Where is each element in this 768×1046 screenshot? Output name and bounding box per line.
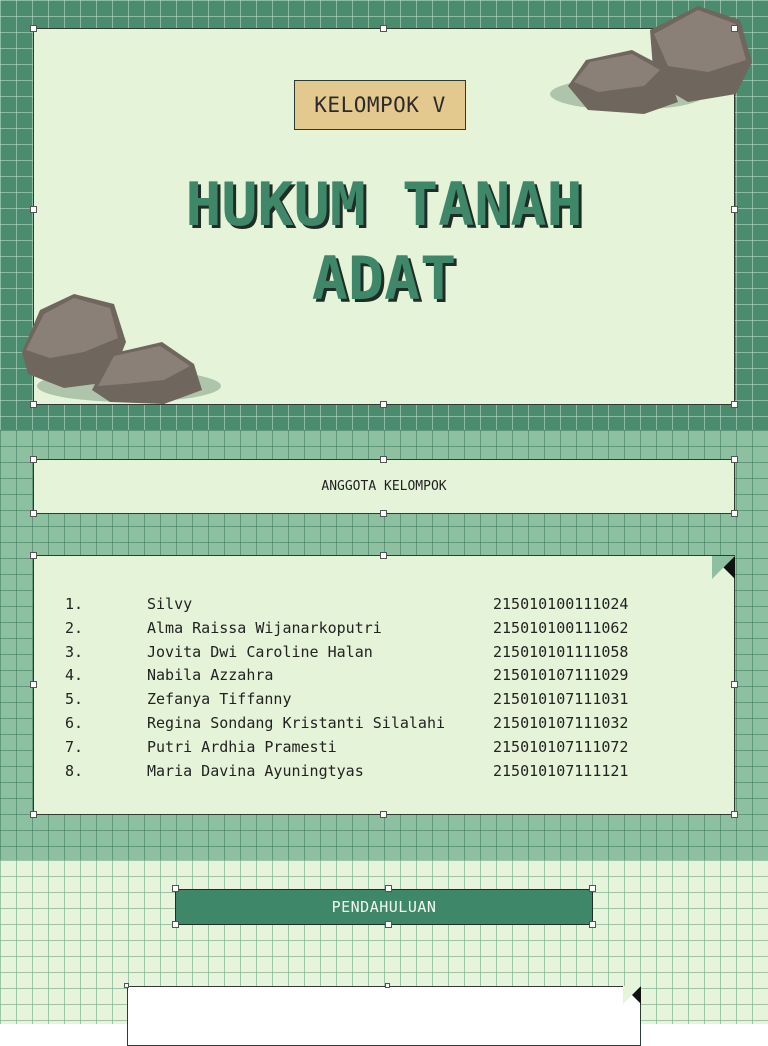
resize-handle[interactable] — [731, 681, 738, 688]
member-number: 7. — [65, 737, 84, 756]
member-name: Putri Ardhia Pramesti — [147, 737, 337, 756]
member-number: 3. — [65, 642, 84, 661]
members-list-card[interactable] — [33, 555, 735, 815]
member-number: 8. — [65, 761, 84, 780]
member-name: Zefanya Tiffanny — [147, 690, 292, 709]
member-nim: 215010100111062 — [493, 618, 629, 637]
resize-handle[interactable] — [385, 983, 390, 988]
resize-handle[interactable] — [731, 25, 738, 32]
member-name: Nabila Azzahra — [147, 666, 274, 685]
resize-handle[interactable] — [30, 401, 37, 408]
member-name: Regina Sondang Kristanti Silalahi — [147, 714, 446, 732]
members-heading: ANGGOTA KELOMPOK — [321, 479, 447, 494]
next-content-card[interactable] — [127, 986, 641, 1046]
member-name: Alma Raissa Wijanarkoputri — [147, 618, 382, 637]
resize-handle[interactable] — [380, 401, 387, 408]
group-badge: KELOMPOK V — [294, 80, 466, 130]
member-number: 6. — [65, 714, 84, 732]
resize-handle[interactable] — [30, 552, 37, 559]
resize-handle[interactable] — [380, 552, 387, 559]
resize-handle[interactable] — [380, 811, 387, 818]
member-nim: 215010107111072 — [493, 737, 629, 756]
resize-handle[interactable] — [385, 921, 392, 928]
page-fold-corner-back — [712, 556, 735, 579]
member-nim: 215010101111058 — [493, 642, 629, 661]
resize-handle[interactable] — [30, 206, 37, 213]
member-number: 4. — [65, 666, 84, 685]
member-number: 5. — [65, 690, 84, 709]
member-nim: 215010100111024 — [493, 595, 629, 613]
member-nim: 215010107111031 — [493, 690, 629, 709]
resize-handle[interactable] — [380, 25, 387, 32]
resize-handle[interactable] — [380, 456, 387, 463]
member-number: 1. — [65, 595, 84, 613]
resize-handle[interactable] — [380, 510, 387, 517]
resize-handle[interactable] — [30, 681, 37, 688]
page-title-line-2: ADAT — [311, 244, 457, 314]
resize-handle[interactable] — [731, 510, 738, 517]
pendahuluan-button[interactable]: PENDAHULUAN — [175, 889, 593, 925]
resize-handle[interactable] — [589, 921, 596, 928]
member-name: Silvy — [147, 595, 193, 613]
rocks-top-right-illustration — [548, 2, 758, 122]
resize-handle[interactable] — [30, 456, 37, 463]
member-nim: 215010107111032 — [493, 714, 629, 732]
page-title-line-1: HUKUM TANAH — [185, 170, 583, 240]
resize-handle[interactable] — [30, 510, 37, 517]
member-number: 2. — [65, 618, 84, 637]
members-heading-box[interactable] — [33, 459, 735, 514]
resize-handle[interactable] — [172, 921, 179, 928]
member-nim: 215010107111121 — [493, 761, 629, 780]
resize-handle[interactable] — [731, 401, 738, 408]
resize-handle[interactable] — [30, 25, 37, 32]
page-fold-corner-back — [623, 986, 641, 1004]
resize-handle[interactable] — [30, 811, 37, 818]
member-nim: 215010107111029 — [493, 666, 629, 685]
member-name: Jovita Dwi Caroline Halan — [147, 642, 373, 661]
resize-handle[interactable] — [731, 456, 738, 463]
resize-handle[interactable] — [172, 885, 179, 892]
resize-handle[interactable] — [731, 206, 738, 213]
resize-handle[interactable] — [385, 885, 392, 892]
resize-handle[interactable] — [731, 811, 738, 818]
resize-handle[interactable] — [124, 983, 129, 988]
member-name: Maria Davina Ayuningtyas — [147, 761, 364, 780]
resize-handle[interactable] — [589, 885, 596, 892]
